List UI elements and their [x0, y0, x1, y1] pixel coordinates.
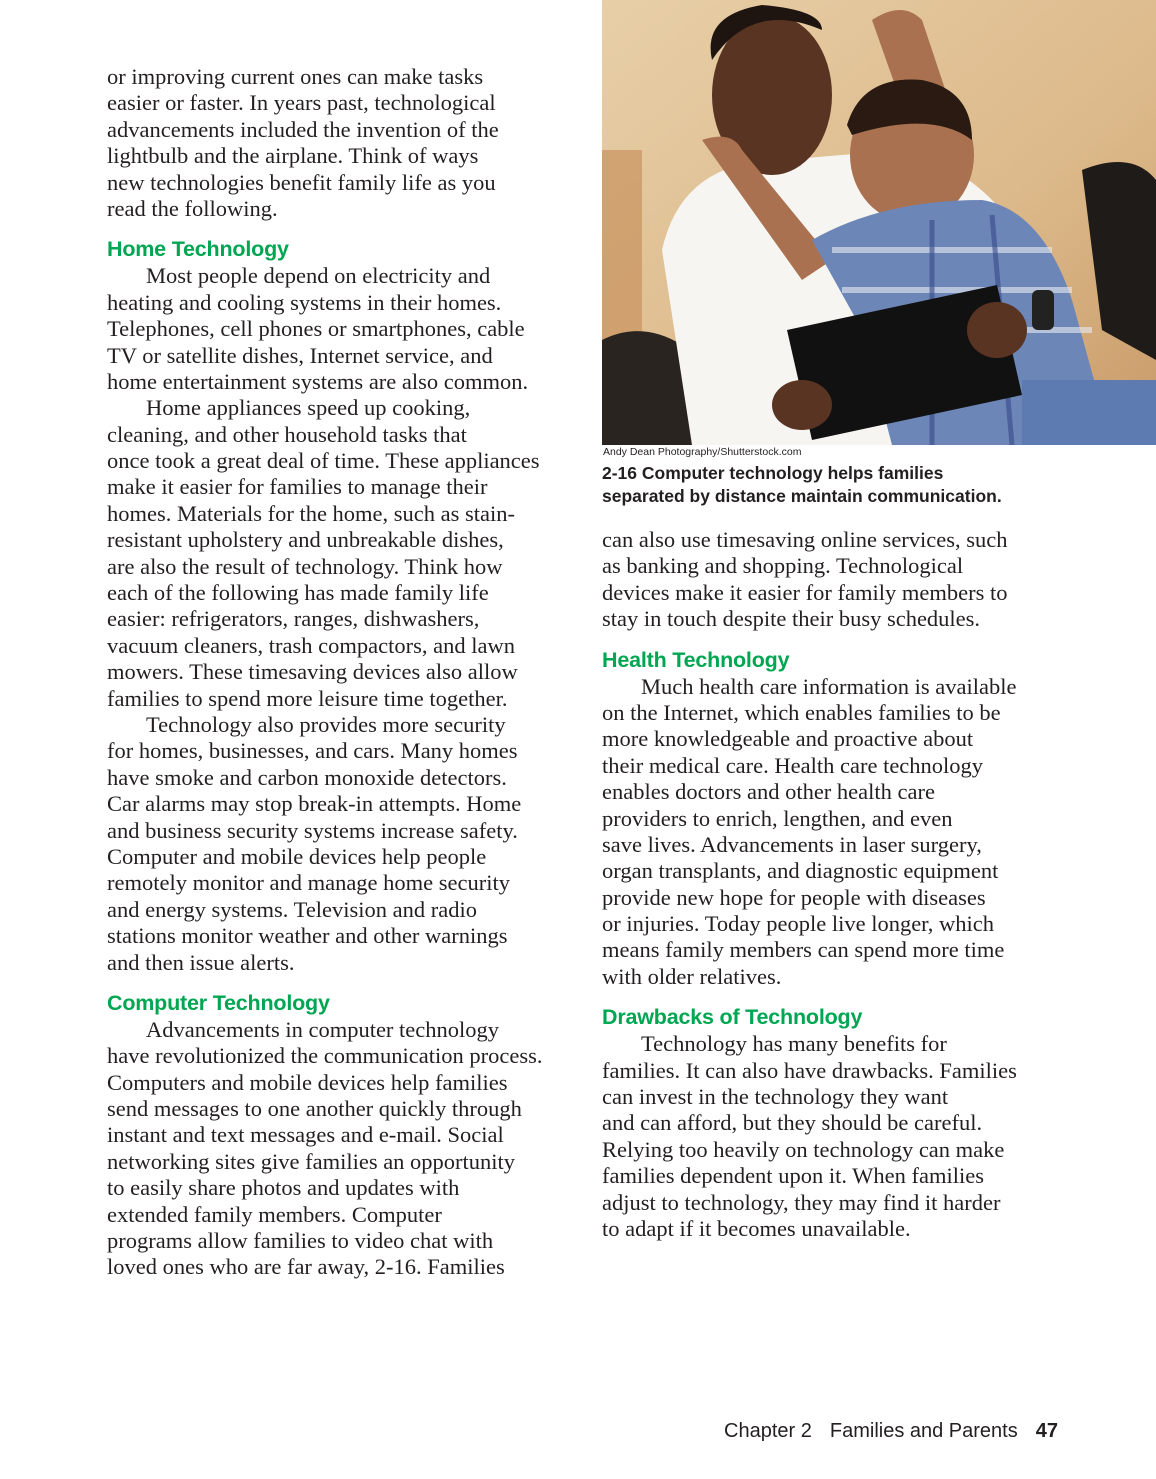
text-line: Telephones, cell phones or smartphones, cable: [107, 316, 525, 342]
text-line: loved ones who are far away, 2-16. Families: [107, 1254, 505, 1280]
section-heading: Drawbacks of Technology: [602, 1005, 863, 1030]
text-line: home entertainment systems are also common.: [107, 368, 529, 394]
text-line: and can afford, but they should be careful.: [602, 1110, 983, 1136]
footer-title: Families and Parents: [829, 1420, 1018, 1442]
text-line: and business security systems increase safety.: [107, 817, 518, 843]
text-line: resistant upholstery and unbreakable dishes,: [107, 527, 504, 553]
text-line: homes. Materials for the home, such as stain-: [107, 500, 516, 526]
text-line: adjust to technology, they may find it harder: [602, 1189, 1001, 1215]
paragraph: [107, 1017, 567, 1281]
text-line: new technologies benefit family life as you: [107, 169, 496, 195]
text-line: programs allow families to video chat with: [107, 1228, 494, 1254]
left-column: [107, 64, 567, 1281]
text-line: or injuries. Today people live longer, which: [602, 911, 995, 937]
text-line: can also use timesaving online services, such: [602, 527, 1008, 552]
text-line: Technology has many benefits for: [641, 1031, 947, 1057]
caption-line: separated by distance maintain communication.: [602, 486, 1002, 506]
text-line: with older relatives.: [602, 963, 782, 989]
text-line: Advancements in computer technology: [146, 1016, 500, 1042]
text-line: to adapt if it becomes unavailable.: [602, 1215, 911, 1241]
footer-chapter: Chapter 2: [724, 1420, 812, 1442]
paragraph: [602, 527, 1062, 633]
father-son-tablet-image: [602, 0, 1156, 445]
text-line: more knowledgeable and proactive about: [602, 726, 974, 752]
text-line: Most people depend on electricity and: [146, 263, 491, 289]
text-line: cleaning, and other household tasks that: [107, 421, 467, 447]
text-line: Technology also provides more security: [146, 711, 506, 737]
text-line: are also the result of technology. Think how: [107, 553, 503, 579]
text-line: to easily share photos and updates with: [107, 1175, 460, 1201]
text-line: provide new hope for people with diseases: [602, 884, 986, 910]
text-line: stay in touch despite their busy schedules.: [602, 606, 981, 632]
text-line: organ transplants, and diagnostic equipment: [602, 858, 999, 884]
text-line: easier: refrigerators, ranges, dishwashers,: [107, 606, 480, 632]
text-line: extended family members. Computer: [107, 1201, 442, 1227]
text-line: make it easier for families to manage their: [107, 474, 488, 500]
text-line: their medical care. Health care technology: [602, 752, 984, 778]
text-line: mowers. These timesaving devices also allow: [107, 659, 518, 685]
paragraph: [107, 263, 567, 395]
text-line: once took a great deal of time. These appliances: [107, 448, 540, 474]
text-line: Relying too heavily on technology can make: [602, 1136, 1005, 1162]
section-heading: Health Technology: [602, 647, 790, 672]
photo-credit: Andy Dean Photography/Shutterstock.com: [603, 446, 802, 458]
page-footer: [706, 1420, 1058, 1443]
text-line: for homes, businesses, and cars. Many homes: [107, 738, 518, 764]
text-line: and then issue alerts.: [107, 949, 295, 975]
paragraph: [107, 712, 567, 976]
paragraph: [107, 64, 567, 222]
text-line: providers to enrich, lengthen, and even: [602, 805, 953, 831]
text-line: heating and cooling systems in their homes.: [107, 289, 502, 315]
text-line: as banking and shopping. Technological: [602, 553, 964, 579]
text-line: easier or faster. In years past, technological: [107, 90, 496, 116]
right-column: [602, 527, 1062, 1242]
text-line: have smoke and carbon monoxide detectors.: [107, 764, 507, 790]
text-line: lightbulb and the airplane. Think of ways: [107, 143, 479, 169]
text-line: families to spend more leisure time together.: [107, 685, 508, 711]
text-line: means family members can spend more time: [602, 937, 1005, 963]
text-line: families dependent upon it. When families: [602, 1163, 984, 1189]
text-line: vacuum cleaners, trash compactors, and lawn: [107, 632, 515, 658]
text-line: instant and text messages and e-mail. Social: [107, 1122, 504, 1148]
text-line: Much health care information is available: [641, 673, 1017, 699]
text-line: and energy systems. Television and radio: [107, 896, 478, 922]
text-line: send messages to one another quickly through: [107, 1096, 522, 1122]
section-heading: Home Technology: [107, 237, 289, 262]
text-line: or improving current ones can make tasks: [107, 64, 484, 89]
text-line: have revolutionized the communication process.: [107, 1043, 543, 1069]
text-line: TV or satellite dishes, Internet service, and: [107, 342, 493, 368]
text-line: each of the following has made family life: [107, 580, 489, 606]
paragraph: [602, 1031, 1062, 1242]
text-line: stations monitor weather and other warnings: [107, 923, 508, 949]
text-line: Car alarms may stop break-in attempts. Home: [107, 791, 522, 817]
caption-line: 2-16 Computer technology helps families: [602, 463, 944, 483]
paragraph: [107, 395, 567, 712]
text-line: advancements included the invention of the: [107, 116, 499, 142]
figure-caption: [602, 462, 1002, 508]
section-heading: Computer Technology: [107, 990, 330, 1015]
text-line: save lives. Advancements in laser surgery,: [602, 831, 982, 857]
text-line: Computers and mobile devices help families: [107, 1069, 508, 1095]
text-line: devices make it easier for family members to: [602, 579, 1008, 605]
paragraph: [602, 674, 1062, 991]
page-number: 47: [1035, 1420, 1058, 1442]
text-line: remotely monitor and manage home security: [107, 870, 511, 896]
text-line: networking sites give families an opportunity: [107, 1148, 516, 1174]
text-line: families. It can also have drawbacks. Families: [602, 1057, 1017, 1083]
text-line: enables doctors and other health care: [602, 779, 935, 805]
text-line: can invest in the technology they want: [602, 1084, 949, 1110]
text-line: on the Internet, which enables families to be: [602, 699, 1001, 725]
text-line: Computer and mobile devices help people: [107, 843, 487, 869]
figure-photo: [602, 0, 1156, 445]
text-line: Home appliances speed up cooking,: [146, 395, 471, 421]
text-line: read the following.: [107, 195, 278, 221]
